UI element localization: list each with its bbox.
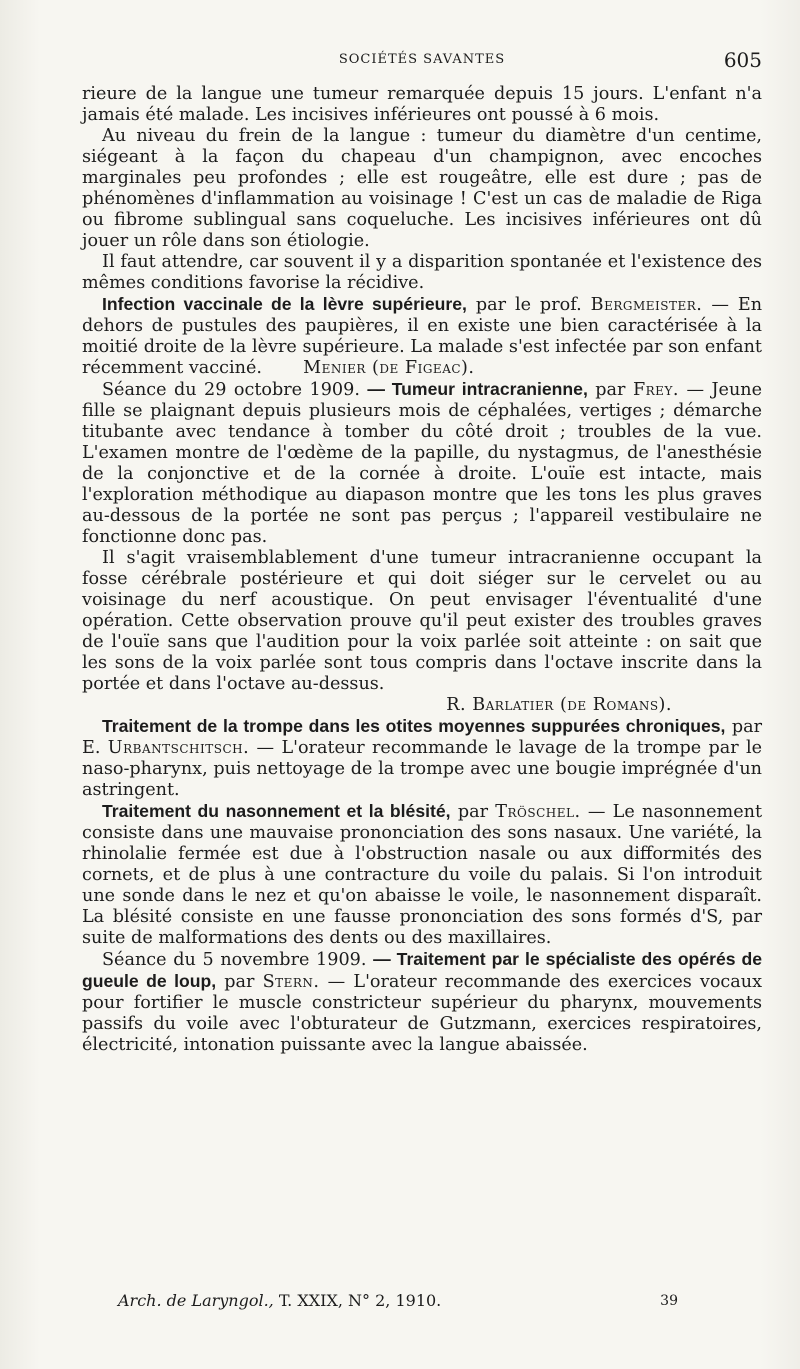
paragraph — [82, 379, 762, 548]
by-line: par — [595, 380, 626, 400]
section-heading: — Tumeur intracranienne, — [367, 379, 588, 399]
paragraph: rieure de la langue une tumeur remarquée depuis 15 jours. L'enfant n'a jamais été malade. Les incisives inférieures ont poussé à 6 mois. — [82, 84, 762, 125]
paragraph-text: — Jeune fille se plaignant depuis plusieurs mois de céphalées, vertiges ; démarche titubante avec tendance à tomber du côté droit ; troubles de la vue. L'examen montre de l'œdème de la papille, du nystagmus, de l'anesthésie de la conjonctive et de la cornée à droite. L'ouïe est intacte, mais l'exploration méthodique au diapason montre que les tons les plus graves au-dessous de la portée ne sont pas perçus ; l'appareil vestibulaire ne fonctionne donc pas. — [82, 380, 763, 547]
page-number: 605 — [723, 48, 762, 72]
signature-mark: 39 — [660, 1293, 678, 1309]
by-line: par E. — [82, 717, 762, 758]
journal-title: Arch. de Laryngol., — [118, 1291, 274, 1310]
by-line: par — [457, 802, 488, 822]
paragraph — [82, 801, 762, 949]
running-header — [82, 48, 762, 74]
session-date: Séance du 5 novembre 1909. — [102, 950, 367, 970]
session-date: Séance du 29 octobre 1909. — [102, 380, 360, 400]
signature: R. Barlatier (de Romans). — [446, 695, 672, 715]
page-footer — [118, 1291, 678, 1315]
paragraph: Il s'agit vraisemblablement d'une tumeur intracranienne occupant la fosse cérébrale postérieure et qui doit siéger sur le cervelet ou au voisinage du nerf acoustique. On peut envisager l'éventualité d'une opération. Cette observation prouve qu'il peut exister des troubles graves de l'ouïe sans que l'audition pour la voix parlée soit atteinte : on sait que les sons de la voix parlée sont tous compris dans l'octave inscrite dans la portée et dans l'octave au-dessus. — [82, 548, 762, 694]
paragraph-text: — L'orateur recommande des exercices vocaux pour fortifier le muscle constricteur supérieur du pharynx, mouvements passifs du voile avec l'obturateur de Gutzmann, exercices respiratoires, électricité, intonation puissante avec la langue abaissée. — [82, 972, 763, 1055]
section-heading: Traitement de la trompe dans les otites moyennes suppurées chroniques, — [102, 716, 726, 736]
author-name: Urbantschitsch. — [107, 738, 250, 758]
paragraph-text: — Le nasonnement consiste dans une mauvaise prononciation des sons nasaux. Une variété, la rhinolalie fermée est due à l'obstruction nasale ou aux difformités des cornets, et de plus à une contracture du voile du palais. Si l'on introduit une sonde dans le nez et qu'on abaisse le voile, le nasonnement disparaît. La blésité consiste en une fausse prononciation des sons formés d'S, par suite de malformations des dents ou des maxillaires. — [82, 802, 763, 948]
journal-volume: T. XXIX, N° 2, 1910. — [278, 1291, 442, 1310]
paragraph — [82, 949, 762, 1056]
paragraph — [82, 716, 762, 801]
article-body — [82, 84, 762, 1056]
author-name: Stern. — [262, 972, 320, 992]
journal-citation — [118, 1291, 441, 1310]
paragraph: Au niveau du frein de la langue : tumeur du diamètre d'un centime, siégeant à la façon du chapeau d'un champignon, avec encoches marginales peu profondes ; elle est rougeâtre, elle est dure ; pas de phénomènes d'inflammation au voisinage ! C'est un cas de maladie de Riga ou fibrome sublingual sans coqueluche. Les incisives inférieures ont dû jouer un rôle dans son étiologie. — [82, 126, 762, 251]
author-name: Frey. — [632, 380, 679, 400]
by-line: par — [224, 972, 255, 992]
running-title: SOCIÉTÉS SAVANTES — [338, 52, 506, 67]
author-name: Tröschel. — [495, 802, 581, 822]
by-line: par le prof. — [475, 295, 582, 315]
paragraph-text: — L'orateur recommande le lavage de la trompe par le naso-pharynx, puis nettoyage de la trompe avec une bougie imprégnée d'un astringent. — [82, 738, 763, 800]
section-heading: Traitement du nasonnement et la blésité, — [102, 801, 451, 821]
section-heading: Infection vaccinale de la lèvre supérieure, — [102, 294, 467, 314]
signature: Menier (de Figeac). — [303, 358, 475, 378]
paragraph-text: — En dehors de pustules des paupières, il en existe une bien caractérisée à la moitié droite de la lèvre supérieure. La malade s'est infectée par son enfant récemment vacciné. — [82, 295, 763, 378]
author-name: Bergmeister. — [590, 295, 703, 315]
paragraph — [82, 294, 762, 379]
section-heading: — Traitement par le spécialiste des opérés de gueule de loup, — [82, 949, 763, 991]
paragraph: Il faut attendre, car souvent il y a disparition spontanée et l'existence des mêmes conditions favorise la récidive. — [82, 252, 762, 293]
